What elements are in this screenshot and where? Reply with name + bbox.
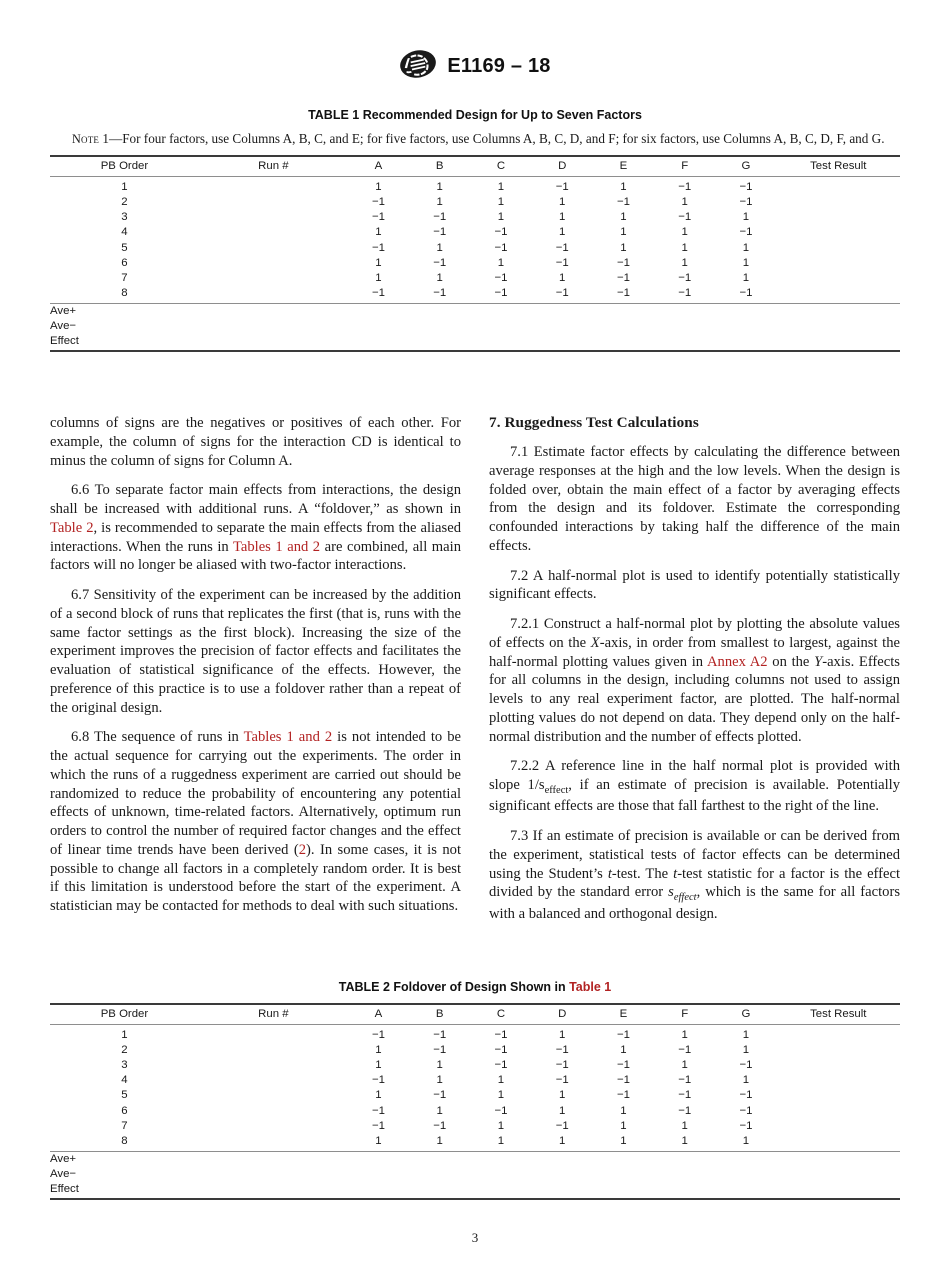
cell-e: 1: [620, 226, 627, 239]
cell-run: [199, 270, 348, 285]
cell-a: 1: [375, 1089, 382, 1102]
cell-f: 1: [654, 1133, 715, 1151]
cell-test-result: [777, 1073, 900, 1088]
cell-d: −1: [555, 1119, 569, 1132]
summary-label: Ave−: [50, 320, 77, 333]
table-row: [50, 1042, 900, 1057]
cell-run: [199, 285, 348, 303]
cell-pb-order: 7: [121, 271, 128, 284]
paragraph-7-3: 7.3 If an estimate of precision is available or can be derived from the experiment, statistical tests of factor effects can be determined using the Student’s t-test. The t-test statistic for a factor is the effect divided by the standard error $s_{effect}$, which is the same for all factors with a balanced and orthogonal design.: [489, 828, 901, 922]
astm-logo-icon: [399, 49, 437, 84]
cell-pb-order: 4: [121, 226, 128, 239]
paragraph-6-8: 6.8 The sequence of runs in Tables 1 and 2 is not intended to be the actual sequence for carrying out the experiments. The order in which the runs of a ruggedness experiment are carried out should be randomized to reduce the probability of encountering any potential effects of unknown, time-related factors. Alternatively, optimum run orders to control the number of required factor changes and the effect of linear time trends have been derived (2). In some cases, it is not possible to change all factors in a completely random order. It is best if this limitation is understood before the start of the experiment. A statistician may be contacted for methods to deal with such situations.: [50, 729, 461, 915]
cell-b: 1: [436, 180, 443, 193]
column-header-d: D: [532, 156, 593, 177]
cell-test-result: [777, 1057, 900, 1072]
table-row: [50, 1024, 900, 1042]
document-designation: E1169 – 18: [447, 54, 551, 77]
cell-g: 1: [742, 1043, 750, 1056]
cell-e: 1: [593, 1133, 654, 1151]
subscript-effect: effect: [673, 892, 697, 904]
cell-test-result: [777, 270, 900, 285]
summary-label: Ave−: [50, 1168, 77, 1181]
cell-test-result: [777, 255, 900, 270]
summary-label: Effect: [50, 334, 900, 351]
cell-pb-order: 6: [121, 1104, 128, 1117]
column-header-test-result: Test Result: [777, 156, 900, 177]
cell-b: 1: [436, 241, 443, 254]
cell-c: −1: [494, 1028, 508, 1041]
cell-run: [199, 240, 348, 255]
right-column: [489, 414, 900, 924]
cell-b: −1: [433, 211, 447, 224]
paragraph-7-1: 7.1 Estimate factor effects by calculating the difference between average responses at the high and the low levels. When the design is folded over, obtain the main effect of a factor by averaging effects from the design and its foldover. Estimate the corresponding confounded interactions by taking half the difference of the main effects.: [489, 444, 900, 554]
cell-e: 1: [620, 1119, 627, 1132]
cell-f: 1: [681, 226, 688, 239]
cell-b: 1: [409, 1133, 470, 1151]
cell-c: 1: [497, 180, 505, 193]
paragraph-7-2: 7.2 A half-normal plot is used to identify potentially statistically significant effects.: [489, 567, 900, 603]
cell-d: −1: [555, 1043, 569, 1056]
cell-e: −1: [616, 256, 630, 269]
column-header-e: E: [593, 1004, 654, 1025]
cell-g: −1: [739, 195, 753, 208]
paragraph-continued: columns of signs are the negatives or positives of each other. For example, the column of signs for the interaction CD is identical to minus the column of signs for Column A.: [50, 415, 461, 469]
cell-g: −1: [739, 1089, 753, 1102]
cell-run: [199, 1024, 348, 1042]
table-row: [50, 1088, 900, 1103]
xref-table-2[interactable]: Table 2: [50, 519, 94, 536]
cell-d: 1: [532, 1133, 593, 1151]
table-2-block: [50, 980, 900, 1200]
summary-row-effect: [50, 334, 900, 351]
cell-test-result: [777, 285, 900, 303]
cell-test-result: [777, 225, 900, 240]
cell-test-result: [777, 1103, 900, 1118]
cell-a: −1: [348, 285, 409, 303]
column-header-run: Run #: [199, 156, 348, 177]
column-header-run: Run #: [199, 1004, 348, 1025]
cell-a: 1: [375, 1058, 382, 1071]
cell-a: 1: [375, 271, 382, 284]
cell-g: 1: [742, 241, 750, 254]
cell-e: −1: [616, 1058, 630, 1071]
cell-e: 1: [620, 211, 627, 224]
cell-c: −1: [494, 1058, 508, 1071]
summary-row-ave-plus: [50, 1151, 900, 1166]
cell-a: −1: [371, 1104, 385, 1117]
cell-run: [199, 1103, 348, 1118]
cell-e: −1: [616, 1074, 630, 1087]
page-number: 3: [471, 1230, 479, 1245]
cell-run: [199, 1118, 348, 1133]
cell-pb-order: 1: [121, 1028, 128, 1041]
cell-c: −1: [494, 1104, 508, 1117]
cell-a: 1: [375, 1043, 382, 1056]
cell-e: 1: [620, 1104, 627, 1117]
summary-row-effect: [50, 1181, 900, 1198]
column-header-test-result: Test Result: [777, 1004, 900, 1025]
column-header-e: E: [593, 156, 654, 177]
xref-tables-1-and-2[interactable]: Tables 1 and 2: [232, 538, 321, 555]
cell-d: 1: [559, 1028, 566, 1041]
cell-d: 1: [559, 1104, 566, 1117]
cell-run: [199, 225, 348, 240]
table-row: [50, 285, 900, 303]
note-number: 1: [102, 131, 109, 146]
paragraph-6-6: 6.6 To separate factor main effects from interactions, the design shall be increased with additional runs. A “foldover,” as shown in Table 2, is recommended to separate the main effects from the aliased interactions. When the runs in Tables 1 and 2 are combined, all main factors will no longer be aliased with two-factor interactions.: [50, 482, 461, 574]
standard-error-symbol: s: [668, 884, 674, 901]
table-row: [50, 194, 900, 209]
cell-c: −1: [494, 271, 508, 284]
cell-f: 1: [681, 195, 688, 208]
cell-d: −1: [555, 1058, 569, 1071]
cell-f: 1: [681, 241, 688, 254]
cell-pb-order: 5: [121, 241, 128, 254]
column-header-g: G: [715, 1004, 776, 1025]
cell-f: −1: [678, 1104, 692, 1117]
table-2-body: [50, 1024, 900, 1199]
column-header-a: A: [348, 1004, 409, 1025]
xref-annex-a2[interactable]: Annex A2: [706, 653, 768, 670]
table-1-block: [50, 108, 900, 352]
cell-run: [199, 1042, 348, 1057]
cell-f: 1: [681, 1028, 688, 1041]
cell-f: −1: [654, 285, 715, 303]
cell-g: 1: [742, 1074, 750, 1087]
cell-e: −1: [593, 285, 654, 303]
cell-b: 1: [436, 271, 443, 284]
column-header-pb-order: PB Order: [50, 1004, 199, 1025]
column-header-a: A: [348, 156, 409, 177]
cell-pb-order: 2: [121, 195, 128, 208]
cell-c: 1: [497, 1119, 505, 1132]
cell-b: 1: [436, 1104, 443, 1117]
xref-tables-1-and-2[interactable]: Tables 1 and 2: [243, 729, 333, 746]
paragraph-7-2-2: 7.2.2 A reference line in the half normal plot is provided with slope $1/s_{effect}$, if an estimate of precision is available. Potentially significant effects are those that fall farthest to the right of the line.: [489, 758, 901, 815]
cell-run: [199, 1133, 348, 1151]
note-label: Note: [72, 132, 100, 146]
summary-row-ave-plus: [50, 304, 900, 319]
cell-b: −1: [433, 1028, 447, 1041]
cell-g: −1: [739, 1058, 753, 1071]
cell-run: [199, 255, 348, 270]
summary-row-ave-minus: [50, 1167, 900, 1182]
cell-g: 1: [742, 256, 750, 269]
axis-label-y: Y: [814, 653, 823, 670]
cell-c: 1: [497, 1089, 505, 1102]
table-1-header-row: [50, 156, 900, 177]
cell-d: 1: [559, 1089, 566, 1102]
cell-a: −1: [371, 1119, 385, 1132]
cell-pb-order: 3: [121, 1058, 128, 1071]
column-header-f: F: [654, 156, 715, 177]
left-column: [50, 414, 461, 924]
cell-e: −1: [616, 195, 630, 208]
cell-d: −1: [532, 285, 593, 303]
cell-a: −1: [371, 241, 385, 254]
cell-b: −1: [409, 285, 470, 303]
cell-f: −1: [678, 180, 692, 193]
summary-row-ave-minus: [50, 319, 900, 334]
cell-f: −1: [678, 1074, 692, 1087]
cell-e: −1: [616, 1028, 630, 1041]
cell-c: −1: [494, 226, 508, 239]
cell-test-result: [777, 1024, 900, 1042]
table-1-caption: TABLE 1 Recommended Design for Up to Seven Factors: [308, 108, 642, 122]
cell-e: −1: [616, 1089, 630, 1102]
cell-c: 1: [470, 1133, 531, 1151]
cell-g: −1: [739, 226, 753, 239]
column-header-pb-order: PB Order: [50, 156, 199, 177]
cell-run: [199, 194, 348, 209]
axis-label-x: X: [590, 634, 600, 651]
cell-g: 1: [742, 1028, 750, 1041]
cell-d: −1: [555, 180, 569, 193]
table-row: [50, 1133, 900, 1151]
table-row: [50, 1073, 900, 1088]
cell-d: 1: [559, 226, 566, 239]
cell-f: −1: [678, 1043, 692, 1056]
cell-test-result: [777, 210, 900, 225]
note-text: —For four factors, use Columns A, B, C, and E; for five factors, use Columns A, B, C, D, and F; for six factors, use Columns A, B, C, D, F, and G.: [109, 131, 885, 146]
cell-d: −1: [555, 1074, 569, 1087]
cell-pb-order: 3: [121, 211, 128, 224]
summary-label: Ave+: [50, 305, 77, 318]
cell-d: −1: [555, 241, 569, 254]
paragraph-7-2-1: 7.2.1 Construct a half-normal plot by plotting the absolute values of effects on the X-axis, in order from smallest to largest, against the half-normal plotting values given in Annex A2 on the Y-axis. Effects for all columns in the design, including columns not used to assign levels to any real experiment factor, are plotted. The half-normal plotting values do not depend on data. They depend only on the half-normal distribution and the number of effects plotted.: [489, 616, 900, 745]
cell-pb-order: 8: [50, 285, 199, 303]
table-row: [50, 1103, 900, 1118]
cell-run: [199, 1088, 348, 1103]
cell-d: −1: [555, 256, 569, 269]
cell-a: −1: [371, 195, 385, 208]
table-row: [50, 270, 900, 285]
cell-f: 1: [681, 256, 688, 269]
cell-g: −1: [715, 285, 776, 303]
cell-a: −1: [371, 1028, 385, 1041]
cell-c: −1: [470, 285, 531, 303]
cell-b: 1: [436, 1074, 443, 1087]
summary-label: Ave+: [50, 1153, 77, 1166]
column-header-b: B: [409, 1004, 470, 1025]
cell-test-result: [777, 176, 900, 194]
paragraph-6-7: 6.7 Sensitivity of the experiment can be increased by the addition of a second block of runs that replicates the first (that is, runs with the same factor settings as the first block). Increasing the size of the experiment improves the precision of factor effects and facilitates the evaluation of statistical significance of the effects. However, the preference of this practice is to use a foldover rather than a repeat of the original design.: [50, 587, 461, 716]
table-row: [50, 176, 900, 194]
cell-run: [199, 1073, 348, 1088]
table-row: [50, 240, 900, 255]
column-header-c: C: [470, 156, 531, 177]
column-header-g: G: [715, 156, 776, 177]
cell-d: 1: [559, 195, 566, 208]
cell-run: [199, 210, 348, 225]
cell-b: 1: [436, 1058, 443, 1071]
cell-g: 1: [742, 271, 750, 284]
cell-b: −1: [433, 1119, 447, 1132]
cell-test-result: [777, 194, 900, 209]
column-header-c: C: [470, 1004, 531, 1025]
cell-f: 1: [681, 1119, 688, 1132]
table-2-header-row: [50, 1004, 900, 1025]
cell-g: −1: [739, 1104, 753, 1117]
cell-g: −1: [739, 180, 753, 193]
cell-c: 1: [497, 256, 505, 269]
section-heading-7: 7. Ruggedness Test Calculations: [489, 414, 699, 432]
cell-e: 1: [620, 241, 627, 254]
cell-g: 1: [715, 1133, 776, 1151]
cell-pb-order: 6: [121, 256, 128, 269]
table-row: [50, 1118, 900, 1133]
cell-g: −1: [739, 1119, 753, 1132]
cell-c: −1: [494, 241, 508, 254]
cell-c: −1: [494, 1043, 508, 1056]
column-header-d: D: [532, 1004, 593, 1025]
cell-a: −1: [371, 211, 385, 224]
cell-a: 1: [375, 256, 382, 269]
column-header-b: B: [409, 156, 470, 177]
cell-c: 1: [497, 195, 505, 208]
cell-g: 1: [742, 211, 750, 224]
table-1: [50, 155, 900, 352]
cell-pb-order: 8: [50, 1133, 199, 1151]
cell-f: −1: [678, 1089, 692, 1102]
cell-a: 1: [375, 226, 382, 239]
xref-table-1[interactable]: Table 1: [569, 979, 612, 994]
cell-b: −1: [433, 226, 447, 239]
cell-a: 1: [348, 1133, 409, 1151]
cell-e: 1: [620, 1043, 627, 1056]
t-test-symbol: t: [607, 865, 612, 882]
cell-f: 1: [681, 1058, 688, 1071]
cell-d: 1: [559, 271, 566, 284]
cell-e: −1: [616, 271, 630, 284]
cell-pb-order: 5: [121, 1089, 128, 1102]
summary-label: Effect: [50, 1181, 900, 1198]
cell-f: −1: [678, 271, 692, 284]
cell-pb-order: 1: [121, 180, 128, 193]
cell-c: 1: [497, 1074, 505, 1087]
table-2: [50, 1003, 900, 1200]
xref-reference-2[interactable]: 2: [298, 841, 307, 858]
running-head: [50, 0, 900, 94]
table-row: [50, 255, 900, 270]
cell-b: 1: [436, 195, 443, 208]
table-row: [50, 225, 900, 240]
cell-test-result: [777, 1088, 900, 1103]
cell-run: [199, 176, 348, 194]
cell-a: 1: [375, 180, 382, 193]
cell-pb-order: 7: [121, 1119, 128, 1132]
cell-b: −1: [433, 256, 447, 269]
table-2-caption: TABLE 2 Foldover of Design Shown in Table 1: [338, 979, 612, 994]
cell-b: −1: [433, 1043, 447, 1056]
cell-test-result: [777, 1118, 900, 1133]
table-1-note: [50, 131, 900, 148]
cell-run: [199, 1057, 348, 1072]
t-test-symbol: t: [673, 865, 678, 882]
cell-test-result: [777, 240, 900, 255]
cell-test-result: [777, 1133, 900, 1151]
cell-pb-order: 4: [121, 1074, 128, 1087]
column-header-f: F: [654, 1004, 715, 1025]
cell-c: 1: [497, 211, 505, 224]
cell-test-result: [777, 1042, 900, 1057]
cell-a: −1: [371, 1074, 385, 1087]
table-row: [50, 1057, 900, 1072]
cell-e: 1: [620, 180, 627, 193]
table-1-body: [50, 176, 900, 351]
cell-b: −1: [433, 1089, 447, 1102]
subscript-effect: effect: [544, 784, 569, 796]
table-row: [50, 210, 900, 225]
cell-d: 1: [559, 211, 566, 224]
body-columns: [50, 414, 900, 924]
cell-f: −1: [678, 211, 692, 224]
cell-pb-order: 2: [121, 1043, 128, 1056]
